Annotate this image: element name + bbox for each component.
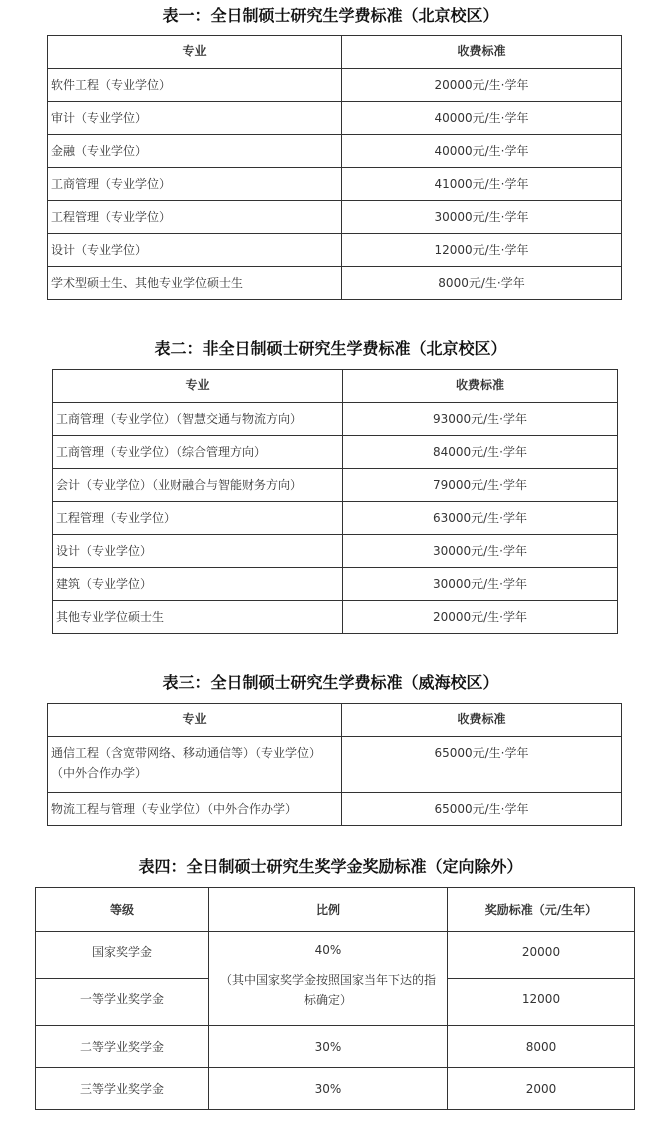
table-row	[48, 135, 622, 168]
table-row	[53, 469, 618, 502]
column-header-fee: 收费标准	[342, 704, 622, 737]
major-cell: 设计（专业学位）	[48, 234, 342, 267]
amount-cell: 20000	[448, 932, 635, 979]
major-cell: 金融（专业学位）	[48, 135, 342, 168]
fee-table-1	[47, 35, 622, 300]
table-row	[48, 201, 622, 234]
fee-cell: 30000元/生·学年	[342, 201, 622, 234]
table-row	[48, 168, 622, 201]
table-row	[53, 568, 618, 601]
major-cell: 其他专业学位硕士生	[53, 601, 343, 634]
level-cell: 三等学业奖学金	[36, 1068, 209, 1110]
table-row	[36, 1026, 635, 1068]
fee-cell: 65000元/生·学年	[342, 737, 622, 793]
column-header-amount: 奖励标准（元/生年）	[448, 888, 635, 932]
ratio-merged-cell	[209, 932, 448, 1026]
major-cell: 会计（专业学位）（业财融合与智能财务方向）	[53, 469, 343, 502]
level-cell: 二等学业奖学金	[36, 1026, 209, 1068]
fee-table-2	[52, 369, 618, 634]
award-table	[35, 887, 635, 1110]
table-row	[53, 403, 618, 436]
fee-cell: 30000元/生·学年	[343, 535, 618, 568]
table-header-row	[48, 36, 622, 69]
major-cell: 设计（专业学位）	[53, 535, 343, 568]
fee-cell: 93000元/生·学年	[343, 403, 618, 436]
ratio-value: 40%	[314, 943, 342, 957]
major-cell: 工商管理（专业学位）（智慧交通与物流方向）	[53, 403, 343, 436]
column-header-level: 等级	[36, 888, 209, 932]
major-cell: 物流工程与管理（专业学位）（中外合作办学）	[48, 793, 342, 826]
table2-title: 表二：非全日制硕士研究生学费标准（北京校区）	[154, 339, 507, 358]
table-row	[53, 502, 618, 535]
table-row	[36, 932, 635, 979]
major-cell: 工程管理（专业学位）	[48, 201, 342, 234]
ratio-cell: 30%	[209, 1026, 448, 1068]
table-row	[36, 1068, 635, 1110]
table-row	[48, 234, 622, 267]
fee-cell: 20000元/生·学年	[342, 69, 622, 102]
level-cell: 国家奖学金	[36, 932, 209, 979]
fee-cell: 12000元/生·学年	[342, 234, 622, 267]
major-cell: 建筑（专业学位）	[53, 568, 343, 601]
ratio-note: （其中国家奖学金按照国家当年下达的指标确定）	[219, 973, 436, 1007]
table-header-row	[48, 704, 622, 737]
column-header-major: 专业	[53, 370, 343, 403]
amount-cell: 2000	[448, 1068, 635, 1110]
table4-title: 表四：全日制硕士研究生奖学金奖励标准（定向除外）	[138, 857, 523, 876]
level-cell: 一等学业奖学金	[36, 979, 209, 1026]
ratio-cell: 30%	[209, 1068, 448, 1110]
table1-title: 表一：全日制硕士研究生学费标准（北京校区）	[162, 6, 499, 25]
table-row	[48, 69, 622, 102]
fee-cell: 20000元/生·学年	[343, 601, 618, 634]
column-header-ratio: 比例	[209, 888, 448, 932]
fee-cell: 41000元/生·学年	[342, 168, 622, 201]
major-cell: 通信工程（含宽带网络、移动通信等）（专业学位）（中外合作办学）	[48, 737, 342, 793]
amount-cell: 8000	[448, 1026, 635, 1068]
column-header-major: 专业	[48, 36, 342, 69]
fee-cell: 40000元/生·学年	[342, 135, 622, 168]
table-header-row	[53, 370, 618, 403]
fee-cell: 30000元/生·学年	[343, 568, 618, 601]
fee-table-3	[47, 703, 622, 826]
major-cell: 工程管理（专业学位）	[53, 502, 343, 535]
major-cell: 学术型硕士生、其他专业学位硕士生	[48, 267, 342, 300]
major-cell: 工商管理（专业学位）（综合管理方向）	[53, 436, 343, 469]
major-cell: 审计（专业学位）	[48, 102, 342, 135]
fee-cell: 63000元/生·学年	[343, 502, 618, 535]
fee-cell: 65000元/生·学年	[342, 793, 622, 826]
column-header-fee: 收费标准	[342, 36, 622, 69]
table-row	[53, 535, 618, 568]
table-header-row	[36, 888, 635, 932]
amount-cell: 12000	[448, 979, 635, 1026]
fee-cell: 79000元/生·学年	[343, 469, 618, 502]
major-cell: 软件工程（专业学位）	[48, 69, 342, 102]
table-row	[48, 737, 622, 793]
table-row	[48, 102, 622, 135]
table-row	[48, 267, 622, 300]
major-cell: 工商管理（专业学位）	[48, 168, 342, 201]
table-row	[48, 793, 622, 826]
column-header-fee: 收费标准	[343, 370, 618, 403]
table3-title: 表三：全日制硕士研究生学费标准（威海校区）	[162, 673, 499, 692]
fee-cell: 40000元/生·学年	[342, 102, 622, 135]
column-header-major: 专业	[48, 704, 342, 737]
fee-cell: 8000元/生·学年	[342, 267, 622, 300]
table-row	[53, 601, 618, 634]
table-row	[53, 436, 618, 469]
fee-cell: 84000元/生·学年	[343, 436, 618, 469]
